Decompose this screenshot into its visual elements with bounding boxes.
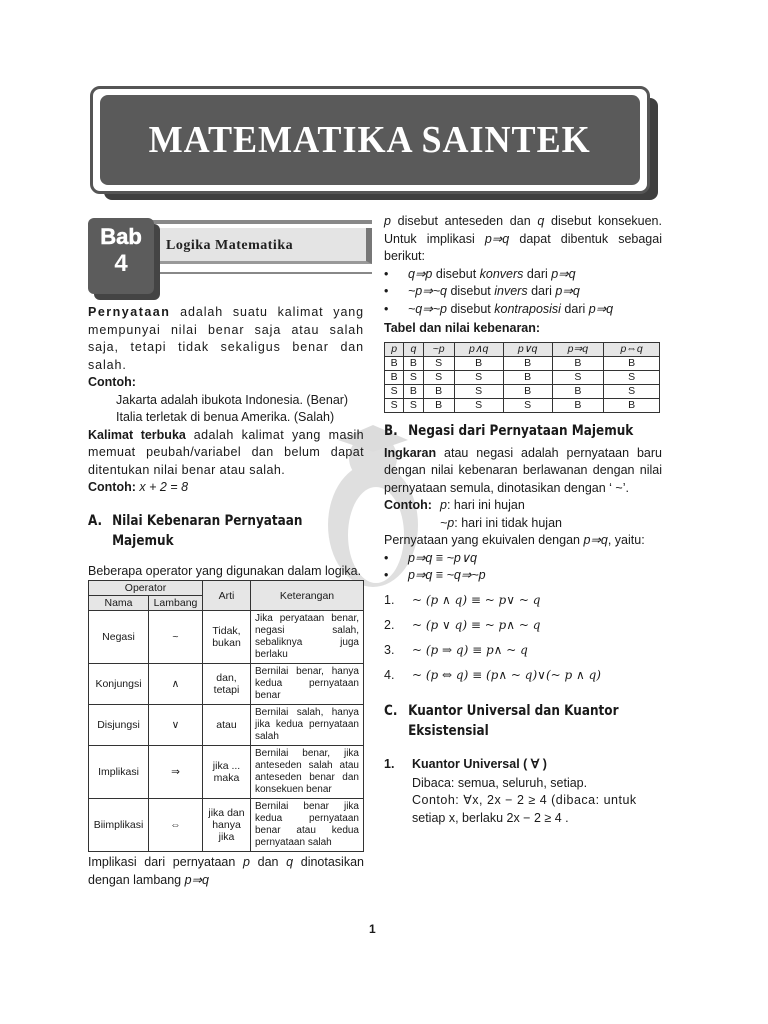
truth-cell: B xyxy=(503,384,552,398)
negation-item xyxy=(384,589,662,614)
truth-cell: S xyxy=(604,370,660,384)
chapter-badge-word: Bab xyxy=(100,224,142,249)
implication-form-text xyxy=(408,283,580,301)
pernyataan-definition xyxy=(88,304,364,374)
note-text: dan xyxy=(249,855,287,869)
truth-cell: S xyxy=(385,384,404,398)
table-row xyxy=(385,398,660,412)
truth-header: p∧q xyxy=(454,342,503,356)
truth-cell: B xyxy=(503,370,552,384)
contoh-value: x + 2 = 8 xyxy=(135,480,189,494)
truth-cell: S xyxy=(404,398,423,412)
right-column xyxy=(384,213,662,827)
equivalent-item: • p⇒q ≡ ~q⇒~p xyxy=(384,567,662,585)
section-a-heading xyxy=(88,511,325,531)
table-row xyxy=(89,705,364,746)
contoh-item: Jakarta adalah ibukota Indonesia. (Benar) xyxy=(116,392,349,407)
truth-cell: B xyxy=(604,356,660,370)
implikasi-note xyxy=(88,854,364,889)
truth-cell: S xyxy=(423,356,454,370)
cell-arti: Tidak, bukan xyxy=(203,611,251,664)
form-of: p⇒q xyxy=(588,301,614,316)
negation-expr: ~ (p ⇒ q) ≡ p∧ ~ q xyxy=(412,643,528,658)
cell-nama: Konjungsi xyxy=(89,664,149,705)
item-number: 1. xyxy=(384,593,395,608)
page-number: 1 xyxy=(369,922,376,936)
form-name: kontraposisi xyxy=(494,301,561,316)
ingkaran-text: atau negasi adalah pernyataan baru dengan nilai kebenaran berlawanan dengan nilai pernyataan semula, dinotasikan dengan ‘ ~’. xyxy=(384,445,662,495)
table-row xyxy=(385,356,660,370)
cell-lambang: ∨ xyxy=(149,705,203,746)
truth-cell: S xyxy=(385,398,404,412)
pernyataan-term: Pernyataan xyxy=(88,305,171,319)
equivalent-expr: p⇒q ≡ ~p∨q xyxy=(408,550,477,565)
form-text: disebut xyxy=(446,301,495,316)
negation-item xyxy=(384,614,662,639)
page-title: MATEMATIKA SAINTEK xyxy=(148,119,591,161)
contoh-line xyxy=(384,515,662,533)
section-c-heading-cont: Eksistensial xyxy=(408,722,489,739)
contoh-label: Contoh: xyxy=(88,480,136,494)
truth-cell: S xyxy=(404,370,423,384)
bullet: • xyxy=(384,301,389,316)
truth-table-title: Tabel dan nilai kebenaran: xyxy=(384,321,541,335)
table-row xyxy=(89,799,364,852)
operators-intro: Beberapa operator yang digunakan dalam logika. xyxy=(88,563,362,578)
th-arti: Arti xyxy=(203,581,251,611)
implication-form-text xyxy=(408,301,613,319)
banner xyxy=(100,95,640,185)
note-symbol: p⇒q xyxy=(184,872,209,887)
form-name: invers xyxy=(494,284,528,298)
truth-cell: B xyxy=(454,356,503,370)
section-title: Kuantor Universal dan Kuantor xyxy=(408,702,619,719)
truth-cell: S xyxy=(604,384,660,398)
var-p: p xyxy=(384,214,391,228)
ingkaran-term: Ingkaran xyxy=(384,445,437,460)
truth-cell: B xyxy=(404,384,423,398)
cell-arti: atau xyxy=(203,705,251,746)
anteseden-paragraph xyxy=(384,213,662,266)
negation-expr: ~ (p ⇔ q) ≡ (p∧ ~ q)∨(~ p ∧ q) xyxy=(412,668,601,683)
table-row xyxy=(89,746,364,799)
section-c-heading xyxy=(384,701,623,721)
section-title: Negasi dari Pernyataan Majemuk xyxy=(408,422,634,439)
cell-lambang: ~ xyxy=(149,611,203,664)
th-keterangan: Keterangan xyxy=(251,581,364,611)
cell-keterangan: Bernilai benar, hanya kedua pernyataan benar xyxy=(251,664,364,705)
cell-lambang: ⇒ xyxy=(149,746,203,799)
cell-lambang: ∧ xyxy=(149,664,203,705)
item-number: 1. xyxy=(384,756,395,771)
truth-cell: B xyxy=(552,356,604,370)
truth-cell: B xyxy=(552,398,604,412)
table-row xyxy=(89,611,364,664)
var-not-p: ~p xyxy=(440,515,455,530)
negation-item xyxy=(384,664,662,689)
implication-form-item xyxy=(384,266,662,284)
form-text: disebut xyxy=(446,284,495,298)
truth-cell: B xyxy=(604,398,660,412)
item-number: 4. xyxy=(384,668,395,683)
section-a-heading-cont: Majemuk xyxy=(112,532,174,549)
contoh-label: Contoh: xyxy=(384,498,432,512)
cell-arti: jika dan hanya jika xyxy=(203,799,251,852)
note-var: p xyxy=(243,855,250,869)
cell-nama: Negasi xyxy=(89,611,149,664)
kuantor-contoh: Contoh: ∀x, 2x − 2 ≥ 4 (dibaca: untuk xyxy=(412,793,637,807)
cell-nama: Implikasi xyxy=(89,746,149,799)
implication-form-text xyxy=(408,266,576,284)
cell-arti: dan, tetapi xyxy=(203,664,251,705)
form-of: p⇒q xyxy=(551,266,576,281)
form-expr: ~q⇒~p xyxy=(408,301,447,316)
kuantor-universal-heading xyxy=(384,755,662,775)
truth-cell: B xyxy=(404,356,423,370)
equivalent-expr: p⇒q ≡ ~q⇒~p xyxy=(408,568,486,582)
item-number: 2. xyxy=(384,618,395,633)
negation-expr: ~ (p ∧ q) ≡ ~ p∨ ~ q xyxy=(412,593,541,608)
form-text: dari xyxy=(527,284,556,298)
para-text: dapat dibentuk sebagai berikut: xyxy=(384,231,662,263)
kalimat-terbuka-definition xyxy=(88,427,364,480)
form-text: dari xyxy=(560,301,589,316)
cell-nama: Disjungsi xyxy=(89,705,149,746)
chapter-badge xyxy=(88,218,154,294)
truth-header: ~p xyxy=(423,342,454,356)
implication-symbol: p⇒q xyxy=(484,231,510,246)
item-number: 3. xyxy=(384,643,395,658)
form-of: p⇒q xyxy=(555,284,580,298)
truth-header: p⇒q xyxy=(552,342,604,356)
operator-table xyxy=(88,580,364,852)
kalimat-terbuka-term: Kalimat terbuka xyxy=(88,427,186,442)
kalimat-terbuka-text: adalah kalimat yang masih memuat peubah/variabel dan belum dapat ditentukan nilai benar atau salah. xyxy=(88,427,365,477)
bullet: • xyxy=(384,266,389,281)
contoh-text: : hari ini tidak hujan xyxy=(454,515,562,530)
para-text: , yaitu: xyxy=(607,533,645,547)
chapter-title: Logika Matematika xyxy=(166,238,294,253)
contoh-text: : hari ini hujan xyxy=(446,498,525,512)
cell-lambang: ⇔ xyxy=(149,799,203,852)
section-letter: B. xyxy=(384,422,398,439)
table-row xyxy=(385,370,660,384)
implication-symbol: p⇒q xyxy=(583,533,608,547)
truth-cell: B xyxy=(552,384,604,398)
para-text: disebut anteseden dan xyxy=(390,214,538,228)
truth-table xyxy=(384,342,660,413)
para-text: disebut konsekuen. Untuk implikasi xyxy=(384,214,662,246)
section-title: Nilai Kebenaran Pernyataan xyxy=(112,512,303,529)
cell-keterangan: Bernilai benar, jika anteseden salah atau anteseden benar dan konsekuen benar xyxy=(251,746,364,799)
negation-list xyxy=(384,589,662,689)
cell-keterangan: Bernilai benar jika kedua pernyataan benar atau kedua pernyataan salah xyxy=(251,799,364,852)
note-text: Implikasi dari pernyataan xyxy=(88,855,243,869)
th-operator: Operator xyxy=(89,581,203,596)
truth-cell: B xyxy=(385,356,404,370)
chapter-badge-number: 4 xyxy=(114,250,128,277)
cell-arti: jika ... maka xyxy=(203,746,251,799)
equivalent-item: • p⇒q ≡ ~p∨q xyxy=(384,550,662,568)
truth-cell: S xyxy=(454,398,503,412)
truth-header: p⇔q xyxy=(604,342,660,356)
cell-nama: Biimplikasi xyxy=(89,799,149,852)
note-var: q xyxy=(286,855,294,869)
th-nama: Nama xyxy=(89,596,149,611)
truth-cell: B xyxy=(423,384,454,398)
var-q: q xyxy=(537,214,545,228)
implication-forms-list xyxy=(384,266,662,319)
ingkaran-definition xyxy=(384,445,662,498)
bullet: • xyxy=(384,284,389,298)
negation-item xyxy=(384,639,662,664)
truth-cell: S xyxy=(454,370,503,384)
table-row xyxy=(89,664,364,705)
left-column xyxy=(88,304,364,889)
cell-keterangan: Jika peryataan benar, negasi salah, sebaliknya juga berlaku xyxy=(251,611,364,664)
truth-cell: B xyxy=(385,370,404,384)
truth-cell: S xyxy=(454,384,503,398)
section-letter: C. xyxy=(384,702,398,719)
truth-cell: B xyxy=(503,356,552,370)
ekuivalen-intro xyxy=(384,532,662,550)
contoh-label: Contoh: xyxy=(88,375,136,389)
negation-expr: ~ (p ∨ q) ≡ ~ p∧ ~ q xyxy=(412,618,541,633)
cell-keterangan: Bernilai salah, hanya jika kedua pernyataan salah xyxy=(251,705,364,746)
implication-form-item xyxy=(384,301,662,319)
truth-cell: B xyxy=(423,398,454,412)
item-title: Kuantor Universal ( ∀ ) xyxy=(412,756,547,771)
contoh-line xyxy=(384,497,662,515)
form-name: konvers xyxy=(479,266,524,281)
truth-cell: S xyxy=(503,398,552,412)
contoh-2 xyxy=(88,479,364,497)
kuantor-dibaca: Dibaca: semua, seluruh, setiap. xyxy=(412,775,588,790)
truth-header: p xyxy=(385,342,404,356)
var-p: p xyxy=(440,498,447,512)
table-row xyxy=(385,384,660,398)
section-letter: A. xyxy=(88,512,103,529)
truth-header: q xyxy=(404,342,423,356)
truth-header: p∨q xyxy=(503,342,552,356)
form-expr: ~p⇒~q xyxy=(408,284,447,298)
form-text: disebut xyxy=(432,266,480,281)
section-b-heading xyxy=(384,421,634,441)
contoh-item: Italia terletak di benua Amerika. (Salah) xyxy=(116,410,335,424)
form-text: dari xyxy=(523,266,552,281)
implication-form-item xyxy=(384,283,662,301)
truth-cell: S xyxy=(423,370,454,384)
para-text: Pernyataan yang ekuivalen dengan xyxy=(384,533,584,547)
form-expr: q⇒p xyxy=(408,266,433,281)
truth-cell: S xyxy=(552,370,604,384)
note-text: dinotasikan dengan lambang xyxy=(88,855,364,887)
pernyataan-text: adalah suatu kalimat yang mempunyai nilai benar saja atau salah saja, tetapi tidak sekaligus benar dan salah. xyxy=(88,305,364,372)
kuantor-contoh-cont: setiap x, berlaku 2x − 2 ≥ 4 . xyxy=(412,810,569,825)
th-lambang: Lambang xyxy=(149,596,203,611)
